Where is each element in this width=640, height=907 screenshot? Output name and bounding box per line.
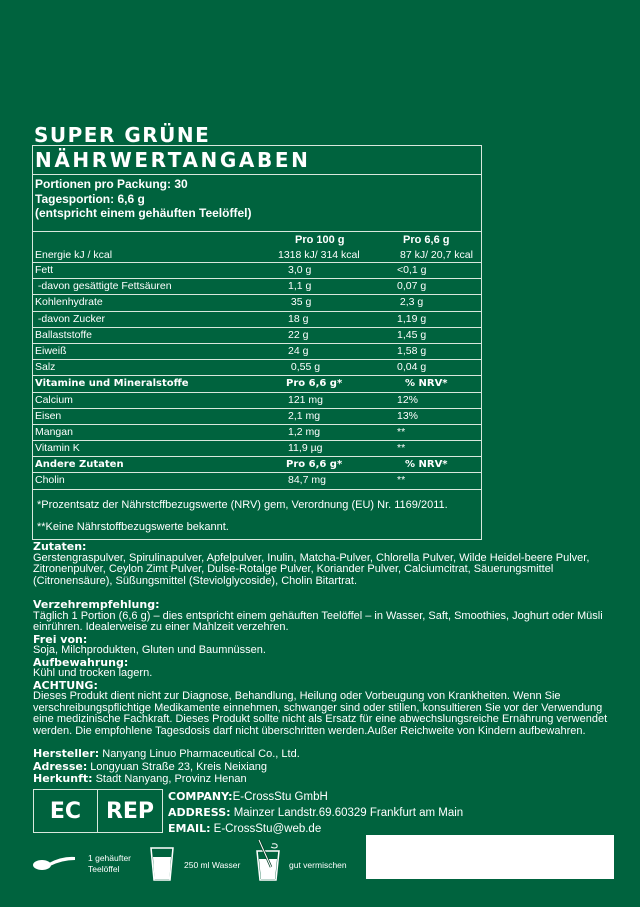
storage-heading: Aufbewahrung: (33, 655, 129, 669)
step-label: Teelöffel (88, 864, 120, 874)
origin-value: Stadt Nanyang, Provinz Henan (92, 773, 247, 785)
ec-rep-symbol (33, 789, 163, 833)
spoon-icon (32, 852, 76, 879)
free-from-heading: Frei von: (33, 632, 88, 646)
label-blank-area (366, 835, 614, 879)
column-header-nrv: % NRV* (405, 459, 448, 471)
nrv: ** (397, 442, 406, 455)
usage-heading: Verzehrempfehlung: (33, 598, 160, 611)
rep-label: REP (105, 798, 155, 824)
nrv: 13% (397, 409, 419, 422)
amount: 121 mg (288, 393, 324, 406)
value-per-serving: 0,07 g (397, 280, 427, 293)
ec-rep-info (168, 789, 463, 837)
ingredients-heading: Zutaten: (33, 540, 87, 553)
value-per-serving: 87 kJ/ 20,7 kcal (400, 249, 473, 261)
value-per-100g: 24 g (288, 344, 309, 357)
usage-step-water (184, 860, 240, 871)
portions-per-pack: Portionen pro Packung: 30 (35, 177, 188, 191)
step-label: 250 ml Wasser (184, 860, 241, 870)
column-header-amount: Pro 6,6 g* (286, 378, 343, 390)
rep-address-label: ADDRESS: (168, 806, 231, 819)
email-label: EMAIL: (168, 822, 211, 835)
company-value: E-CrossStu GmbH (232, 791, 328, 803)
glass-icon (150, 847, 174, 886)
storage-text: Kühl und trocken lagern. (33, 667, 153, 679)
email-value: E-CrossStu@web.de (210, 823, 322, 835)
usage-section (33, 599, 613, 737)
nrv: 12% (397, 393, 419, 406)
section-header-other (33, 457, 481, 473)
value-per-100g: 35 g (288, 296, 312, 309)
row-label: Mangan (35, 425, 73, 438)
warning-heading: ACHTUNG: (33, 678, 98, 692)
value-per-100g: 1318 kJ/ 314 kcal (278, 249, 360, 261)
daily-portion: Tagesportion: 6,6 g (35, 191, 145, 206)
value-per-100g: 22 g (288, 328, 309, 341)
amount: 11,9 µg (288, 442, 323, 455)
row-label: Fett (35, 264, 54, 276)
value-per-serving: 0,04 g (397, 361, 427, 374)
origin-label: Herkunft: (33, 772, 93, 785)
nrv: ** (397, 425, 406, 438)
amount: 2,1 mg (288, 409, 321, 422)
product-title: SUPER GRÜNE (34, 123, 211, 147)
table-row (33, 344, 481, 360)
table-row (33, 441, 481, 457)
value-per-100g: 0,55 g (288, 361, 321, 374)
stir-glass-icon (255, 839, 281, 886)
usage-step-spoon (88, 853, 131, 875)
table-row-energy (33, 232, 481, 263)
address-value: Longyuan Straße 23, Kreis Neixiang (87, 760, 268, 773)
table-row (33, 312, 481, 328)
ingredients-text: Gerstengraspulver, Spirulinapulver, Apfelpulver, Inulin, Matcha-Pulver, Chlorella Pulver, Wilde Heidel-beere Pulver, Zitronenpulver, Ceylon Zimt Pulver, Dulse-Rotalge Pulver, Koriander Pulver, Calciumcitrat, Säuerungsmittel (Citronensäure), Süßungsmittel (Steviolglycoside), Cholin Bitartrat. (33, 551, 590, 587)
table-row (33, 263, 481, 279)
nrv: ** (397, 474, 406, 487)
value-per-100g: 1,1 g (288, 280, 312, 293)
row-label: Energie kJ / kcal (35, 249, 113, 261)
table-row (33, 360, 481, 376)
row-label: Salz (35, 361, 56, 374)
section-label: Vitamine und Mineralstoffe (35, 378, 189, 390)
step-label: gut vermischen (289, 860, 347, 870)
row-label: Vitamin K (35, 442, 80, 455)
row-label: Cholin (35, 474, 65, 487)
row-label: Eiweiß (35, 344, 67, 357)
manufacturer-section (33, 748, 613, 786)
manufacturer-value: Nanyang Linuo Pharmaceutical Co., Ltd. (99, 748, 300, 760)
usage-step-mix (289, 860, 347, 871)
column-header-nrv: % NRV* (405, 378, 448, 390)
table-row (33, 279, 481, 295)
table-row (33, 328, 481, 344)
footnotes (37, 494, 448, 538)
ec-label: EC (34, 790, 98, 832)
nutrition-table (33, 232, 481, 490)
value-per-serving: 1,58 g (397, 344, 427, 357)
usage-text: Täglich 1 Portion (6,6 g) – dies entspricht einem gehäuften Teelöffel – in Wasser, Saft, Smoothies, Joghurt oder Müsli einrühren. Idealerweise zu einer Mahlzeit verzehren. (33, 609, 603, 633)
row-label: Calcium (35, 393, 73, 406)
footnote-nrv: *Prozentsatz der Nährstcffbezugswerte (NRV) gem, Verordnung (EU) Nr. 1169/2011. (37, 499, 448, 511)
column-header-per-100g: Pro 100 g (295, 234, 345, 246)
row-label: Kohlenhydrate (35, 296, 103, 309)
table-row (33, 295, 481, 311)
rep-address-value: Mainzer Landstr.69.60329 Frankfurt am Main (230, 807, 464, 819)
address-label: Adresse: (33, 759, 88, 773)
nutrition-title: NÄHRWERTANGABEN (35, 148, 311, 172)
serving-info (35, 177, 251, 221)
value-per-serving: <0,1 g (397, 264, 427, 276)
portion-equivalent: (entspricht einem gehäuften Teelöffel) (35, 206, 252, 220)
row-label: Ballaststoffe (35, 328, 93, 341)
value-per-serving: 1,19 g (397, 312, 427, 325)
step-label: 1 gehäufter (88, 853, 132, 863)
manufacturer-label: Hersteller: (33, 747, 100, 760)
company-label: COMPANY: (168, 790, 233, 803)
column-header-per-serving: Pro 6,6 g (403, 234, 450, 246)
row-label: -davon Zucker (35, 312, 106, 325)
value-per-100g: 18 g (288, 312, 309, 325)
amount: 1,2 mg (288, 425, 321, 438)
divider (33, 174, 481, 175)
value-per-100g: 3,0 g (288, 264, 312, 276)
row-label: Eisen (35, 409, 62, 422)
column-header-amount: Pro 6,6 g* (286, 459, 343, 471)
footnote-no-nrv: **Keine Nährstoffbezugswerte bekannt. (37, 521, 229, 533)
table-row (33, 473, 481, 489)
table-row (33, 409, 481, 425)
ingredients-section (33, 541, 613, 587)
value-per-serving: 1,45 g (397, 328, 427, 341)
amount: 84,7 mg (288, 474, 326, 487)
value-per-serving: 2,3 g (397, 296, 424, 309)
row-label: -davon gesättigte Fettsäuren (35, 280, 172, 293)
section-label: Andere Zutaten (35, 459, 124, 471)
section-header-vitamins (33, 376, 481, 392)
table-row (33, 393, 481, 409)
nutrition-panel (32, 145, 482, 540)
table-row (33, 425, 481, 441)
warning-text: Dieses Produkt dient nicht zur Diagnose, Behandlung, Heilung oder Vorbeugung von Krankheiten. Wenn Sie verschreibungspflichtige Medikamente einnehmen, schwanger sind oder stillen, konsultieren Sie vor der Verwendung eine medizinische Fachkraft. Dieses Produkt sollte nicht als Ersatz für eine abwechslungsreiche Ernährung verwendet werden. Die empfohlene Tagesdosis darf nicht überschritten werden.Außer Reichweite von Kindern aufbewahren. (33, 690, 608, 737)
free-from-text: Soja, Milchprodukten, Gluten und Baumnüssen. (33, 644, 266, 656)
